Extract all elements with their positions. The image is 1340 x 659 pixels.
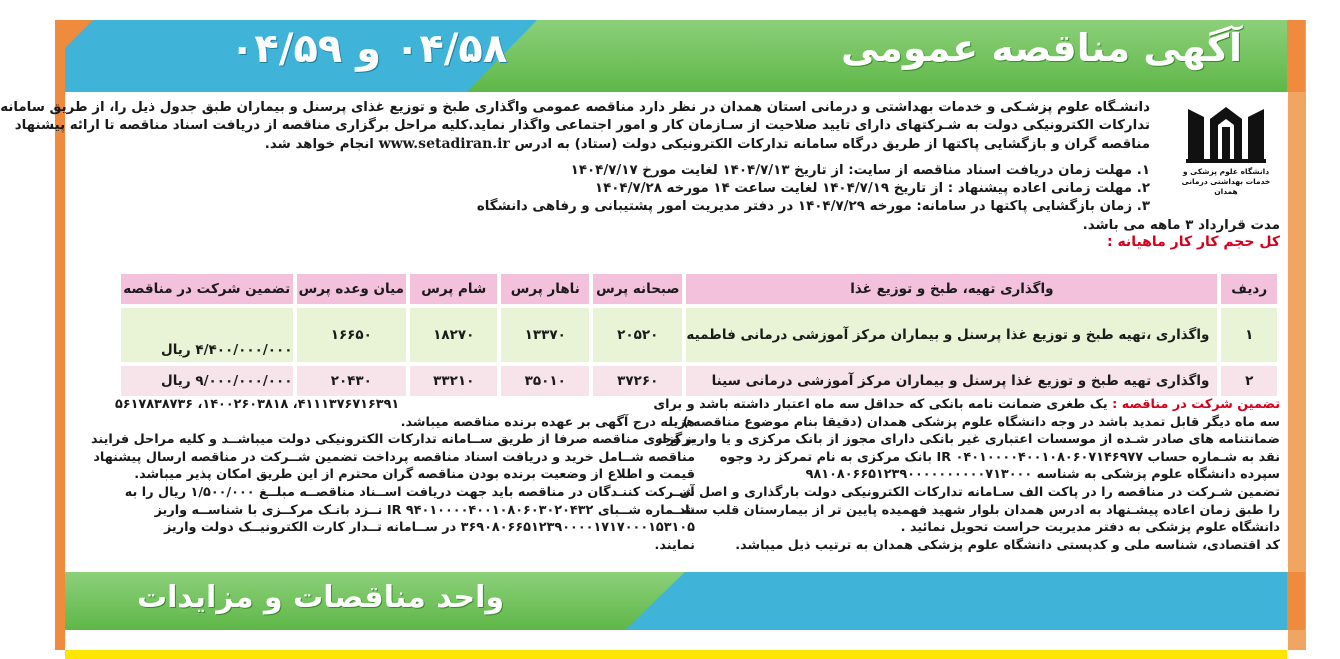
col-header-dinner: شام پرس <box>410 274 497 304</box>
logo-text-line1: دانشگاه علوم پزشکی و <box>1182 167 1270 176</box>
intro-line-3-a: مناقصه گران و بازگشایی پاکتها از طریق درگاه سامانه تدارکات الکترونیکی دولت (ستاد) به ادرس <box>514 137 1150 152</box>
guarantee-line: نقد به شـماره حساب IR ۰۴۰۱۰۰۰۰۴۰۰۱۰۸۰۶۰۷۱۴۶۹۷۷ بانک مرکزی به نام تمرکز رد وجوه <box>719 449 1280 465</box>
cell-lunch: ۱۳۳۷۰ <box>501 308 589 362</box>
footer-orange-tab <box>1287 572 1305 630</box>
footer-band <box>65 572 1287 630</box>
cell-guarantee: ۴/۴۰۰/۰۰۰/۰۰۰ ریال <box>121 308 293 362</box>
cell-row: ۱ <box>1221 308 1277 362</box>
col-header-desc: واگذاری تهیه، طبخ و توزیع غذا <box>686 274 1217 304</box>
tender-table <box>117 270 1281 400</box>
procedure-line: قیمت و اطلاع از وضعیت برنده بودن مناقصه گران محترم از این طریق امکان پذیر میباشد. <box>134 467 695 483</box>
header-orange-tab <box>1287 20 1305 92</box>
deadlines-list <box>150 162 1150 216</box>
right-orange-strip <box>1288 20 1306 650</box>
procedure-line: شــرکت کننـدگان در مناقصه باید جهت دریافت اســناد مناقصــه مبلــغ ۱/۵۰۰/۰۰۰ ریال را به <box>124 484 695 500</box>
guarantee-line: سه ماه دیگر قابل تمدید باشد در وجه دانشگاه علوم پزشکی همدان (دقیقا بنام موضوع مناقصه ) یا <box>668 414 1280 430</box>
cell-dinner: ۳۳۲۱۰ <box>410 366 497 396</box>
table-row <box>121 366 1277 396</box>
col-header-row: ردیف <box>1221 274 1277 304</box>
setad-website-link[interactable]: www.setadiran.ir <box>378 136 510 152</box>
table-row <box>121 308 1277 362</box>
footer-title: واحد مناقصات و مزایدات <box>137 580 505 615</box>
intro-line-1: دانشـگاه علوم پزشـکی و خدمات بهداشتی و درمانی استان همدان در نظر دارد مناقصه عمومی واگذاری طبخ و توزیع غذای پرسنل و بیماران طبق جدول ذیل را، از طریق سامانه <box>0 100 1150 115</box>
guarantee-line: سپرده دانشگاه علوم پزشکی به شناسه ۹۸۱۰۸۰۶۶۵۱۲۳۹۰۰۰۰۰۰۰۰۰۰۷۱۳۰۰۰ <box>805 467 1280 483</box>
col-header-breakfast: صبحانه پرس <box>593 274 682 304</box>
cell-breakfast: ۳۷۲۶۰ <box>593 366 682 396</box>
cell-desc: واگذاری ،تهیه طبخ و توزیع غذا پرسنل و بیماران مرکز آموزشی درمانی فاطمیه <box>686 308 1217 362</box>
cell-guarantee: ۹/۰۰۰/۰۰۰/۰۰۰ ریال <box>121 366 293 396</box>
footer-blue-band <box>625 572 1287 630</box>
guarantee-label: تضمین شرکت در مناقصه : <box>1112 397 1280 412</box>
guarantee-line <box>653 396 1280 414</box>
tender-numbers: ۰۴/۵۸ و ۰۴/۵۹ <box>230 26 508 72</box>
procedure-line: مناقصه شــامل خرید و دریافت اسناد مناقصه پرداخت تضمین شــرکت در مناقصه ارسال پیشنهاد <box>93 449 695 465</box>
intro-paragraph <box>0 99 1150 154</box>
monthly-volume-title: کل حجم کار کار ماهیانه : <box>1106 234 1280 250</box>
guarantee-line: کد اقتصادی، شناسه ملی و کدپستی دانشگاه علوم پزشکی همدان به ترتیب ذیل میباشد. <box>735 537 1280 553</box>
page-title: آگهی مناقصه عمومی <box>840 26 1242 70</box>
procedure-line: ۳۶۹۰۸۰۶۶۵۱۲۳۹۰۰۰۰۱۷۱۷۰۰۰۱۵۳۱۰۵ در ســامانه تــدار کارت الکترونیــک دولت واریز <box>163 520 695 536</box>
procedure-line: شــماره شــبای IR ۹۴۰۱۰۰۰۰۴۰۰۱۰۸۰۶۰۳۰۲۰۴۳۲ نــزد بانـک مرکــزی با شناســه واریز <box>154 502 695 518</box>
procedure-section <box>90 396 695 554</box>
procedure-line: هزینه درج آگهی بر عهده برنده مناقصه میباشد. <box>400 414 695 430</box>
deadline-item: ۳. زمان بازگشایی پاکتها در سامانه: مورخه ۱۴۰۴/۷/۲۹ در دفتر مدیریت امور پشتیبانی و رفاهی دانشگاه <box>476 199 1150 214</box>
intro-line-2: تدارکات الکترونیکی دولت به شـرکتهای دارای تایید صلاحیت از سـازمان کار و امور اجتماعی واگذار نماید.کلیه مراحل برگزاری مناقصه از دریافت اسناد مناقصه تا ارائه پیشنهاد <box>14 118 1150 133</box>
university-logo-icon <box>1184 103 1268 165</box>
guarantee-line-1: یک طغری ضمانت نامه بانکی که حداقل سه ماه اعتبار داشته باشد و برای <box>653 397 1108 412</box>
procedure-line: برگزاری مناقصه صرفا از طریق ســامانه تدارکات الکترونیکی دولت میباشــد و کلیه مراحل فرایند <box>90 432 695 448</box>
university-codes: ۵۶۱۷۸۳۸۷۳۶ ،۱۴۰۰۲۶۰۳۸۱۸ ،۴۱۱۱۳۷۶۷۱۶۳۹۱ <box>115 397 400 412</box>
bottom-yellow-bar <box>65 650 1287 659</box>
intro-line-3 <box>105 135 1150 154</box>
cell-snack: ۱۶۶۵۰ <box>297 308 407 362</box>
guarantee-line: را طبق زمان اعاده پیشـنهاد به ادرس همدان بلوار شهید فهمیده پایین تر از بیمارستان قلب ستاد <box>678 502 1280 518</box>
col-header-guarantee: تضمین شرکت در مناقصه <box>121 274 293 304</box>
cell-row: ۲ <box>1221 366 1277 396</box>
cell-desc: واگذاری تهیه طبخ و توزیع غذا پرسنل و بیماران مرکز آموزشی درمانی سینا <box>686 366 1217 396</box>
deadline-item: ۱. مهلت زمان دریافت اسناد مناقصه از سایت: از تاریخ ۱۴۰۴/۷/۱۳ لغایت مورخ ۱۴۰۴/۷/۱۷ <box>570 163 1150 178</box>
table-header-row <box>121 274 1277 304</box>
deadline-item: ۲. مهلت زمانی اعاده پیشنهاد : از تاریخ ۱۴۰۴/۷/۱۹ لغایت ساعت ۱۴ مورخه ۱۴۰۴/۷/۲۸ <box>594 181 1150 196</box>
university-logo <box>1172 103 1280 199</box>
contract-duration: مدت قرارداد ۳ ماهه می باشد. <box>1082 218 1280 233</box>
col-header-snack: میان وعده پرس <box>297 274 407 304</box>
procedure-line: نمایند. <box>654 537 695 553</box>
cell-dinner: ۱۸۲۷۰ <box>410 308 497 362</box>
guarantee-line: دانشگاه علوم پزشکی به دفتر مدیریت حراست تحویل نمائید . <box>900 520 1280 536</box>
intro-line-3-b: انجام خواهد شد. <box>264 137 374 152</box>
col-header-lunch: ناهار پرس <box>501 274 589 304</box>
logo-text-line2: خدمات بهداشتی درمانی همدان <box>1181 177 1271 196</box>
header-band <box>65 20 1287 92</box>
cell-lunch: ۳۵۰۱۰ <box>501 366 589 396</box>
cell-breakfast: ۲۰۵۲۰ <box>593 308 682 362</box>
guarantee-line: ضمانتنامه های صادر شـده از موسسات اعتباری غیر بانکی دارای مجوز از بانک مرکزی و یا واریز وجه <box>654 432 1280 448</box>
cell-snack: ۲۰۴۳۰ <box>297 366 407 396</box>
guarantee-line: تضمین شـرکت در مناقصه را در پاکت الف سـامانه تدارکات الکترونیکی دولت بارگذاری و اصل آن <box>679 484 1280 500</box>
